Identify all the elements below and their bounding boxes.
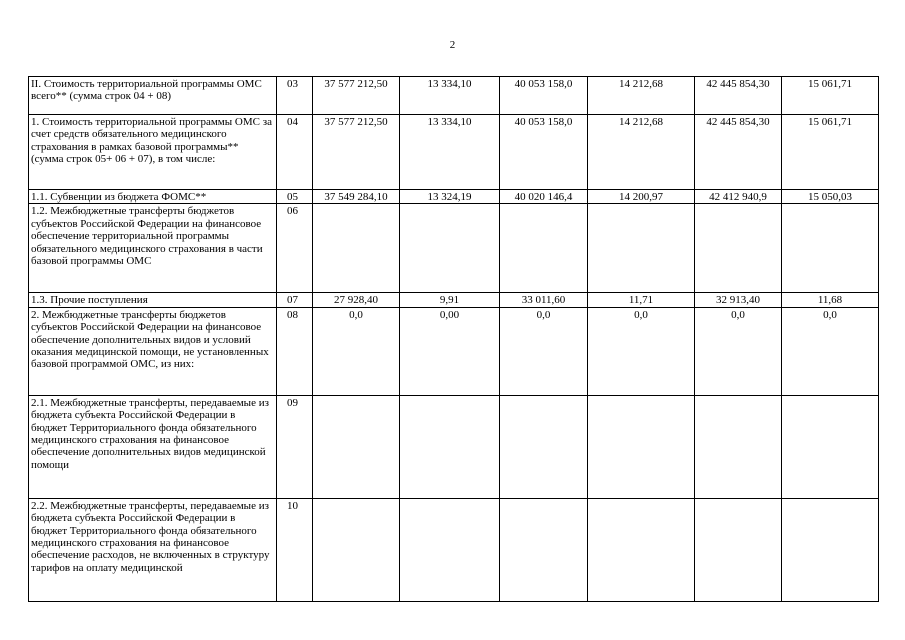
page-number: 2 — [449, 39, 456, 51]
row-label: 2. Межбюджетные трансферты бюджетов субъектов Российской Федерации на финансовое обеспечение дополнительных видов и условий оказания медицинской помощи, не установленных базовой программой ОМС, из них: — [29, 307, 277, 395]
value-cell: 40 020 146,4 — [500, 190, 588, 204]
value-cell — [695, 395, 782, 498]
value-cell: 9,91 — [400, 293, 500, 307]
value-cell: 27 928,40 — [313, 293, 400, 307]
value-cell: 42 445 854,30 — [695, 77, 782, 115]
row-code: 10 — [277, 498, 313, 601]
value-cell: 33 011,60 — [500, 293, 588, 307]
table-row — [29, 395, 879, 498]
row-code: 05 — [277, 190, 313, 204]
value-cell — [782, 395, 879, 498]
table-row — [29, 115, 879, 190]
value-cell: 0,00 — [400, 307, 500, 395]
value-cell: 11,68 — [782, 293, 879, 307]
row-code: 03 — [277, 77, 313, 115]
value-cell: 37 577 212,50 — [313, 77, 400, 115]
value-cell: 40 053 158,0 — [500, 77, 588, 115]
table-row — [29, 190, 879, 204]
value-cell — [400, 395, 500, 498]
budget-table — [28, 76, 879, 602]
value-cell: 42 412 940,9 — [695, 190, 782, 204]
value-cell — [695, 498, 782, 601]
value-cell: 0,0 — [313, 307, 400, 395]
table-row — [29, 77, 879, 115]
row-label: 1. Стоимость территориальной программы ОМС за счет средств обязательного медицинского страхования в рамках базовой программы** (сумма строк 05+ 06 + 07), в том числе: — [29, 115, 277, 190]
value-cell: 40 053 158,0 — [500, 115, 588, 190]
value-cell — [695, 204, 782, 293]
value-cell — [313, 395, 400, 498]
row-code: 06 — [277, 204, 313, 293]
row-code: 04 — [277, 115, 313, 190]
row-label: 1.2. Межбюджетные трансферты бюджетов субъектов Российской Федерации на финансовое обеспечение территориальной программы обязательного медицинского страхования в части базовой программы ОМС — [29, 204, 277, 293]
value-cell — [588, 395, 695, 498]
table-row — [29, 498, 879, 601]
value-cell: 11,71 — [588, 293, 695, 307]
table-row — [29, 293, 879, 307]
value-cell: 13 334,10 — [400, 115, 500, 190]
table-row — [29, 204, 879, 293]
row-label: 1.1. Субвенции из бюджета ФОМС** — [29, 190, 277, 204]
row-code: 08 — [277, 307, 313, 395]
row-code: 07 — [277, 293, 313, 307]
table-row — [29, 307, 879, 395]
row-label: II. Стоимость территориальной программы ОМС всего** (сумма строк 04 + 08) — [29, 77, 277, 115]
value-cell: 0,0 — [695, 307, 782, 395]
value-cell — [400, 204, 500, 293]
value-cell — [782, 498, 879, 601]
value-cell: 14 212,68 — [588, 115, 695, 190]
row-code: 09 — [277, 395, 313, 498]
value-cell: 13 334,10 — [400, 77, 500, 115]
value-cell: 15 061,71 — [782, 77, 879, 115]
value-cell: 37 549 284,10 — [313, 190, 400, 204]
value-cell — [313, 498, 400, 601]
value-cell — [588, 204, 695, 293]
value-cell: 15 061,71 — [782, 115, 879, 190]
value-cell: 0,0 — [588, 307, 695, 395]
row-label: 2.2. Межбюджетные трансферты, передаваемые из бюджета субъекта Российской Федерации в бюджет Территориального фонда обязательного медицинского страхования на финансовое обеспечение расходов, не включенных в структуру тарифов на оплату медицинской — [29, 498, 277, 601]
value-cell — [400, 498, 500, 601]
value-cell — [500, 395, 588, 498]
value-cell: 15 050,03 — [782, 190, 879, 204]
value-cell — [500, 498, 588, 601]
value-cell: 32 913,40 — [695, 293, 782, 307]
value-cell: 14 200,97 — [588, 190, 695, 204]
value-cell — [500, 204, 588, 293]
value-cell: 13 324,19 — [400, 190, 500, 204]
value-cell — [313, 204, 400, 293]
row-label: 2.1. Межбюджетные трансферты, передаваемые из бюджета субъекта Российской Федерации в бюджет Территориального фонда обязательного медицинского страхования на финансовое обеспечение дополнительных видов медицинской помощи — [29, 395, 277, 498]
value-cell: 42 445 854,30 — [695, 115, 782, 190]
value-cell: 37 577 212,50 — [313, 115, 400, 190]
value-cell — [588, 498, 695, 601]
value-cell: 0,0 — [782, 307, 879, 395]
value-cell — [782, 204, 879, 293]
value-cell: 0,0 — [500, 307, 588, 395]
row-label: 1.3. Прочие поступления — [29, 293, 277, 307]
value-cell: 14 212,68 — [588, 77, 695, 115]
